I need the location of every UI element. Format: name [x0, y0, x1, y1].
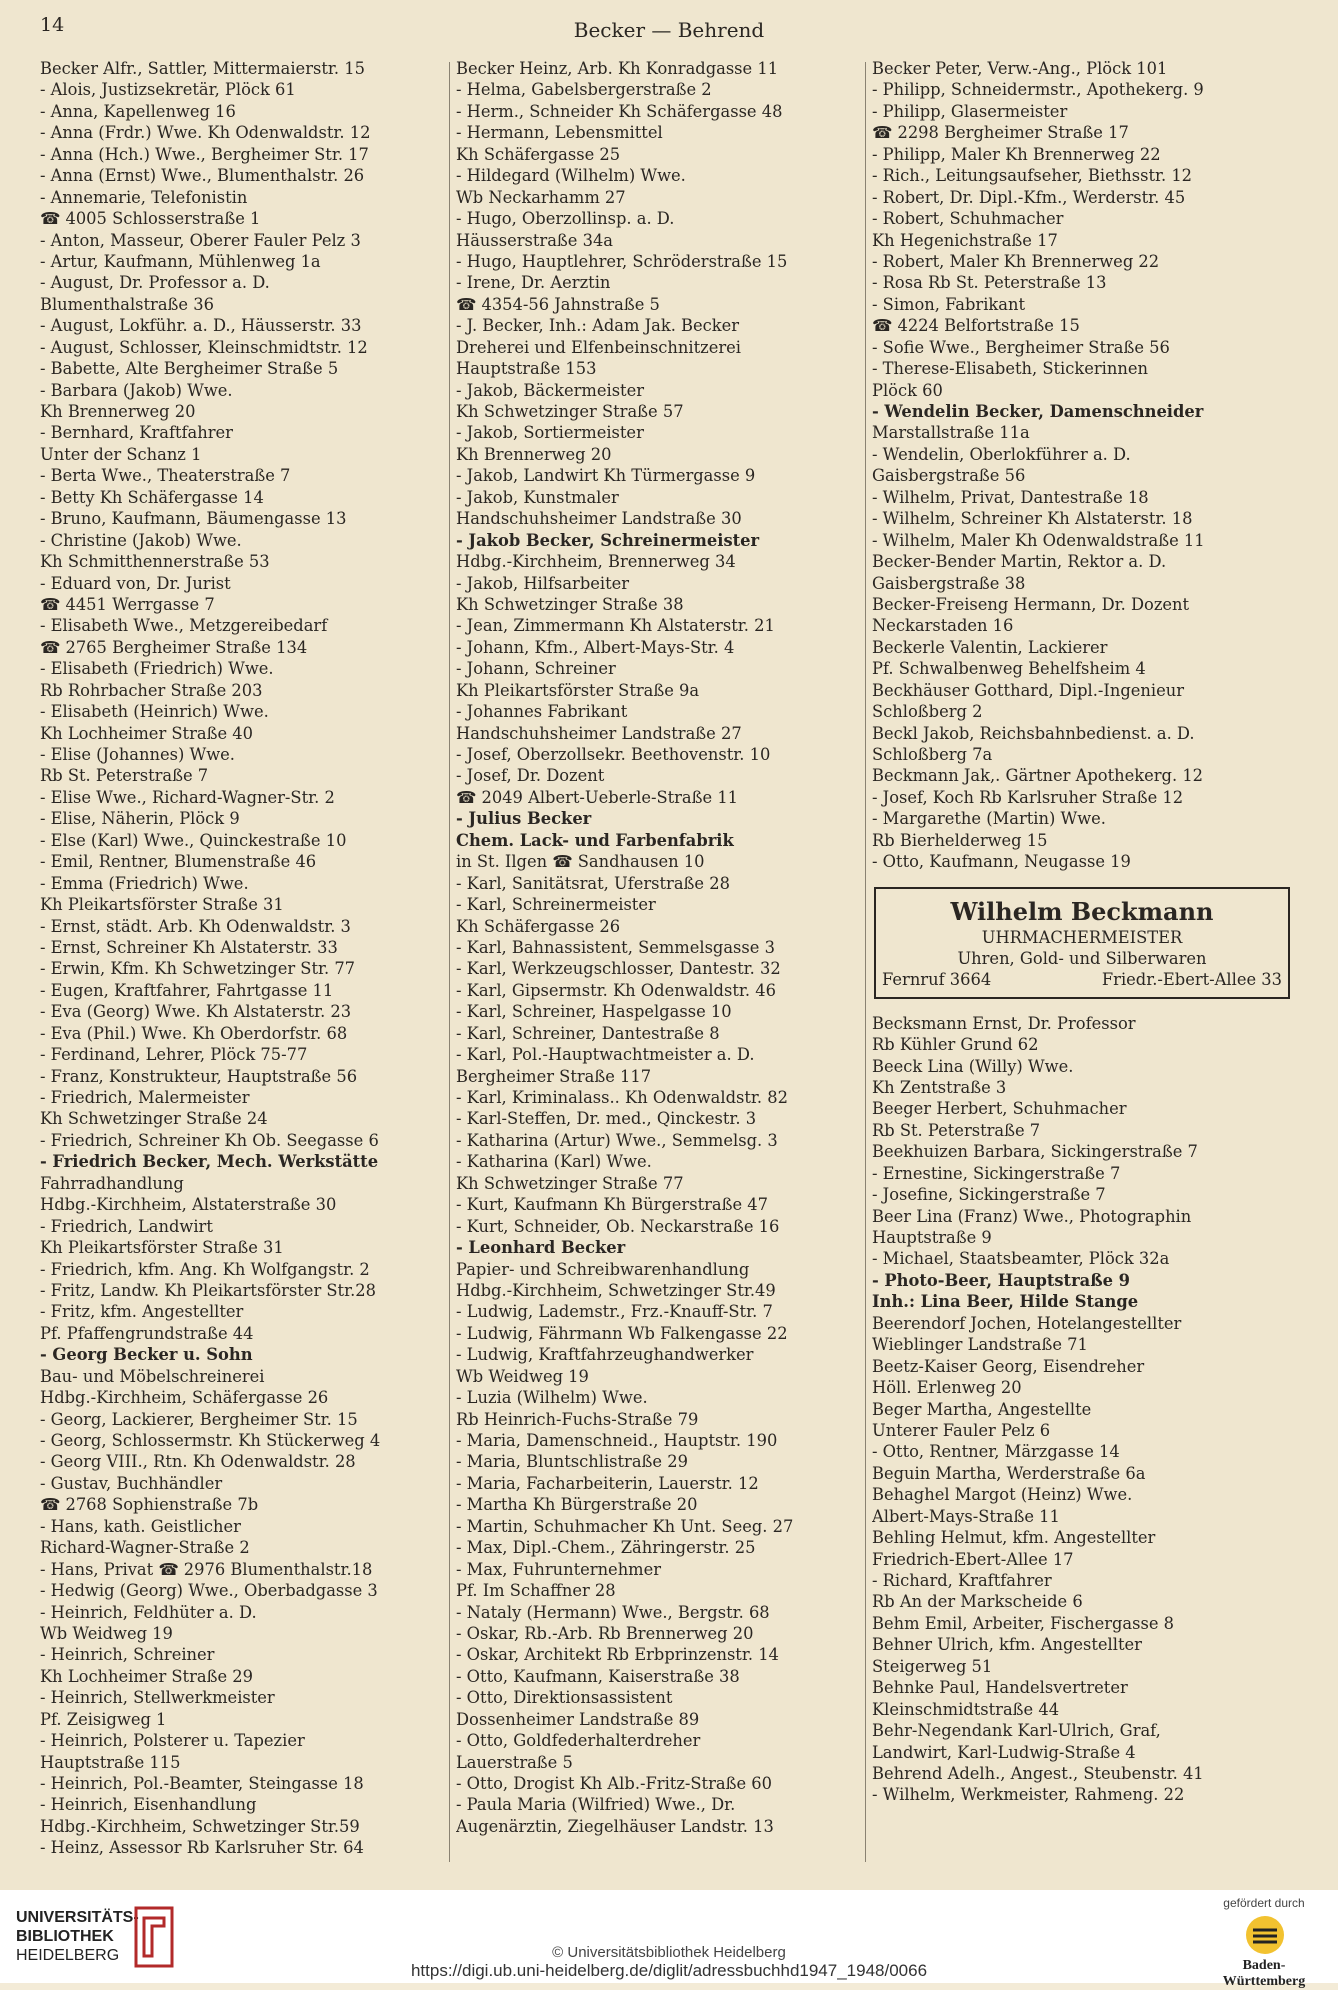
library-name-line: UNIVERSITÄTS- [16, 1909, 139, 1926]
directory-entry: - Anna (Hch.) Wwe., Bergheimer Str. 17 [40, 144, 369, 164]
directory-entry: Kh Zentstraße 3 [872, 1077, 1007, 1097]
directory-entry: - Julius Becker [456, 809, 592, 829]
directory-entry: Beger Martha, Angestellte [872, 1399, 1092, 1419]
directory-entry: Beckhäuser Gotthard, Dipl.-Ingenieur [872, 680, 1184, 700]
directory-entry: - Karl, Schreiner, Haspelgasse 10 [456, 1002, 732, 1022]
directory-entry: Dreherei und Elfenbeinschnitzerei [456, 337, 741, 357]
directory-entry: Wieblinger Landstraße 71 [872, 1335, 1088, 1355]
directory-entry: Schloßberg 7a [872, 745, 993, 764]
directory-entry: ☎ 2768 Sophienstraße 7b [40, 1495, 259, 1515]
directory-entry: - Jakob, Landwirt Kh Türmergasse 9 [456, 466, 756, 486]
sponsor-name: Baden-Württemberg [1222, 1958, 1306, 1989]
directory-entry: Papier- und Schreibwarenhandlung [456, 1259, 750, 1279]
directory-entry: Rb St. Peterstraße 7 [40, 766, 209, 786]
directory-entry: - Jakob, Bäckermeister [456, 380, 645, 400]
directory-entry: - Erwin, Kfm. Kh Schwetzinger Str. 77 [40, 959, 356, 979]
directory-entry: Pf. Schwalbenweg Behelfsheim 4 [872, 659, 1146, 679]
directory-entry: Wb Neckarhamm 27 [456, 187, 626, 207]
directory-entry: Wb Weidweg 19 [40, 1623, 173, 1643]
directory-entry: Unter der Schanz 1 [40, 444, 202, 464]
directory-entry: - Josef, Dr. Dozent [456, 766, 605, 786]
column-3 [872, 58, 1296, 1806]
directory-entry: - Maria, Bluntschlistraße 29 [456, 1452, 688, 1472]
directory-entry: - Ernst, Schreiner Kh Alstaterstr. 33 [40, 937, 338, 957]
directory-entry: Behr-Negendank Karl-Ulrich, Graf, [872, 1721, 1161, 1741]
directory-entry: Kh Pleikartsförster Straße 31 [40, 1238, 284, 1258]
directory-entry: - Heinrich, Polsterer u. Tapezier [40, 1731, 305, 1751]
directory-entry: Rb Kühler Grund 62 [872, 1035, 1039, 1055]
column-divider [449, 62, 450, 1862]
advertisement-name: Wilhelm Beckmann [950, 896, 1214, 926]
directory-entry: - Karl, Pol.-Hauptwachtmeister a. D. [456, 1045, 755, 1065]
directory-entry: - Karl, Bahnassistent, Semmelsgasse 3 [456, 937, 775, 957]
directory-entry: - Ernestine, Sickingerstraße 7 [872, 1163, 1121, 1183]
directory-entry: - Betty Kh Schäfergasse 14 [40, 487, 264, 507]
directory-entry: - Heinrich, Stellwerkmeister [40, 1688, 275, 1708]
directory-entry: Handschuhsheimer Landstraße 27 [456, 723, 742, 743]
directory-entry: - Margarethe (Martin) Wwe. [872, 809, 1106, 829]
copyright-text: © Universitätsbibliothek Heidelberg [552, 1944, 786, 1961]
directory-entry: Pf. Pfaffengrundstraße 44 [40, 1323, 254, 1343]
directory-entry: Kleinschmidtstraße 44 [872, 1699, 1060, 1719]
directory-entry: - Helma, Gabelsbergerstraße 2 [456, 80, 712, 100]
directory-entry: - Karl, Kriminalass.. Kh Odenwaldstr. 82 [456, 1088, 788, 1107]
directory-entry: Beeck Lina (Willy) Wwe. [872, 1056, 1074, 1076]
column-2 [456, 58, 862, 1837]
directory-entry: - Philipp, Glasermeister [872, 101, 1068, 121]
directory-entry: - Max, Dipl.-Chem., Zähringerstr. 25 [456, 1538, 756, 1558]
directory-entry: - Ludwig, Kraftfahrzeughandwerker [456, 1345, 754, 1365]
directory-entry: - Georg, Schlossermstr. Kh Stückerweg 4 [40, 1431, 381, 1450]
directory-entry: - Therese-Elisabeth, Stickerinnen [872, 359, 1148, 379]
directory-entry: Hdbg.-Kirchheim, Schäfergasse 26 [40, 1388, 329, 1408]
directory-entry: - Ludwig, Lademstr., Frz.-Knauff-Str. 7 [456, 1302, 773, 1322]
column-3-entries-top [872, 58, 1296, 873]
directory-entry: - Wilhelm, Privat, Dantestraße 18 [872, 487, 1149, 507]
directory-entry: - Jean, Zimmermann Kh Alstaterstr. 21 [456, 616, 775, 636]
directory-entry: - Johann, Kfm., Albert-Mays-Str. 4 [456, 637, 735, 657]
directory-entry: Steigerweg 51 [872, 1656, 993, 1676]
directory-entry: - Josef, Oberzollsekr. Beethovenstr. 10 [456, 745, 771, 764]
directory-entry: - Anna (Frdr.) Wwe. Kh Odenwaldstr. 12 [40, 123, 371, 143]
directory-entry: - Barbara (Jakob) Wwe. [40, 380, 233, 400]
directory-entry: - Christine (Jakob) Wwe. [40, 530, 242, 550]
directory-entry: - Elisabeth (Friedrich) Wwe. [40, 659, 274, 679]
directory-entry: Kh Schwetzinger Straße 57 [456, 402, 684, 421]
directory-entry: - Johannes Fabrikant [456, 702, 628, 722]
directory-entry: Becker Heinz, Arb. Kh Konradgasse 11 [456, 59, 779, 78]
directory-entry: - Photo-Beer, Hauptstraße 9 [872, 1270, 1130, 1290]
directory-entry: - Karl, Werkzeugschlosser, Dantestr. 32 [456, 959, 781, 979]
directory-entry: - Hedwig (Georg) Wwe., Oberbadgasse 3 [40, 1581, 378, 1601]
directory-entry: - Otto, Direktionsassistent [456, 1688, 673, 1708]
directory-entry: - Wendelin Becker, Damenschneider [872, 402, 1204, 421]
directory-entry: - Philipp, Schneidermstr., Apothekerg. 9 [872, 80, 1204, 100]
directory-entry: - Robert, Maler Kh Brennerweg 22 [872, 251, 1160, 271]
directory-entry: - Artur, Kaufmann, Mühlenweg 1a [40, 251, 321, 271]
directory-entry: - Eva (Georg) Wwe. Kh Alstaterstr. 23 [40, 1002, 352, 1022]
directory-entry: Kh Hegenichstraße 17 [872, 230, 1058, 250]
directory-entry: Beerendorf Jochen, Hotelangestellter [872, 1313, 1182, 1333]
directory-entry: Hdbg.-Kirchheim, Schwetzinger Str.49 [456, 1280, 776, 1300]
directory-entry: - Rich., Leitungsaufseher, Biethsstr. 12 [872, 166, 1193, 186]
directory-entry: - Ludwig, Fährmann Wb Falkengasse 22 [456, 1323, 788, 1343]
library-name-line: HEIDELBERG [16, 1947, 120, 1964]
directory-entry: - Katharina (Karl) Wwe. [456, 1152, 652, 1172]
directory-entry: Kh Pleikartsförster Straße 31 [40, 895, 284, 915]
directory-entry: Beeger Herbert, Schuhmacher [872, 1099, 1127, 1119]
directory-entry: Kh Brennerweg 20 [40, 402, 196, 421]
directory-entry: Marstallstraße 11a [872, 423, 1030, 443]
directory-entry: - Josefine, Sickingerstraße 7 [872, 1185, 1106, 1205]
directory-entry: - Berta Wwe., Theaterstraße 7 [40, 466, 291, 486]
directory-entry: - Karl, Schreinermeister [456, 895, 656, 915]
directory-entry: - Fritz, Landw. Kh Pleikartsförster Str.28 [40, 1280, 376, 1300]
directory-entry: - Karl, Sanitätsrat, Uferstraße 28 [456, 873, 730, 893]
directory-entry: - Heinrich, Eisenhandlung [40, 1795, 257, 1815]
directory-entry: Beetz-Kaiser Georg, Eisendreher [872, 1356, 1145, 1376]
directory-entry: - Hans, Privat ☎ 2976 Blumenthalstr.18 [40, 1559, 373, 1579]
directory-entry: Gaisbergstraße 38 [872, 573, 1026, 593]
directory-entry: - Heinz, Assessor Rb Karlsruher Str. 64 [40, 1838, 364, 1858]
directory-entry: ☎ 4224 Belfortstraße 15 [872, 316, 1080, 336]
directory-entry: Pf. Zeisigweg 1 [40, 1709, 167, 1729]
directory-entry: - Max, Fuhrunternehmer [456, 1559, 662, 1579]
directory-entry: - Ferdinand, Lehrer, Plöck 75-77 [40, 1045, 308, 1065]
directory-entry: - Anna, Kapellenweg 16 [40, 101, 236, 121]
directory-entry: Plöck 60 [872, 380, 943, 400]
directory-entry: in St. Ilgen ☎ Sandhausen 10 [456, 852, 705, 872]
directory-entry: - Elise (Johannes) Wwe. [40, 745, 235, 764]
directory-entry: - Otto, Kaufmann, Neugasse 19 [872, 852, 1131, 872]
directory-entry: - Maria, Damenschneid., Hauptstr. 190 [456, 1431, 778, 1450]
directory-entry: Neckarstaden 16 [872, 616, 1014, 636]
directory-entry: - Hans, kath. Geistlicher [40, 1516, 241, 1536]
directory-entry: - Kurt, Schneider, Ob. Neckarstraße 16 [456, 1216, 780, 1236]
directory-entry: - Katharina (Artur) Wwe., Semmelsg. 3 [456, 1130, 778, 1150]
directory-entry: Beckmann Jak,. Gärtner Apothekerg. 12 [872, 766, 1204, 786]
directory-entry: - Alois, Justizsekretär, Plöck 61 [40, 80, 296, 100]
directory-entry: - Eugen, Kraftfahrer, Fahrtgasse 11 [40, 980, 334, 1000]
directory-entry: Chem. Lack- und Farbenfabrik [456, 830, 734, 850]
directory-entry: Kh Schmitthennerstraße 53 [40, 552, 270, 572]
directory-entry: - Heinrich, Feldhüter a. D. [40, 1602, 257, 1622]
directory-entry: - Robert, Dr. Dipl.-Kfm., Werderstr. 45 [872, 187, 1186, 207]
directory-entry: Dossenheimer Landstraße 89 [456, 1709, 700, 1729]
directory-entry: - August, Lokführ. a. D., Häusserstr. 33 [40, 316, 362, 336]
directory-entry: Behaghel Margot (Heinz) Wwe. [872, 1485, 1133, 1505]
directory-entry: - Wilhelm, Werkmeister, Rahmeng. 22 [872, 1785, 1185, 1805]
directory-entry: Höll. Erlenweg 20 [872, 1378, 1022, 1398]
directory-entry: - Leonhard Becker [456, 1238, 626, 1258]
directory-entry: - Michael, Staatsbeamter, Plöck 32a [872, 1249, 1170, 1269]
directory-entry: - Georg Becker u. Sohn [40, 1345, 253, 1365]
directory-entry: Bau- und Möbelschreinerei [40, 1366, 265, 1386]
directory-entry: Behnke Paul, Handelsvertreter [872, 1678, 1128, 1698]
directory-entry: - Martin, Schuhmacher Kh Unt. Seeg. 27 [456, 1516, 794, 1536]
directory-entry: ☎ 4005 Schlosserstraße 1 [40, 209, 261, 229]
directory-entry: - Hugo, Oberzollinsp. a. D. [456, 209, 675, 229]
directory-entry: ☎ 2049 Albert-Ueberle-Straße 11 [456, 787, 739, 807]
directory-entry: Kh Schwetzinger Straße 24 [40, 1109, 268, 1129]
directory-entry: Augenärztin, Ziegelhäuser Landstr. 13 [456, 1816, 774, 1836]
directory-entry: - Fritz, kfm. Angestellter [40, 1302, 244, 1322]
directory-entry: - Bernhard, Kraftfahrer [40, 423, 233, 443]
directory-entry: Schloßberg 2 [872, 702, 983, 722]
directory-entry: Fahrradhandlung [40, 1173, 184, 1193]
page-number: 14 [40, 14, 65, 36]
directory-entry: - Friedrich, Malermeister [40, 1088, 250, 1107]
directory-entry: - Simon, Fabrikant [872, 294, 1026, 314]
directory-entry: Beer Lina (Franz) Wwe., Photographin [872, 1206, 1192, 1226]
directory-entry: - Eva (Phil.) Wwe. Kh Oberdorfstr. 68 [40, 1023, 348, 1043]
directory-entry: - Emma (Friedrich) Wwe. [40, 873, 249, 893]
directory-entry: - Hildegard (Wilhelm) Wwe. [456, 166, 686, 186]
directory-entry: Becker-Freiseng Hermann, Dr. Dozent [872, 594, 1190, 614]
directory-entry: Hdbg.-Kirchheim, Brennerweg 34 [456, 552, 736, 572]
directory-entry: Beckerle Valentin, Lackierer [872, 637, 1108, 657]
sponsor-label: gefördert durch [1223, 1896, 1305, 1910]
directory-entry: Kh Schwetzinger Straße 38 [456, 594, 684, 614]
directory-entry: - Friedrich Becker, Mech. Werkstätte [40, 1152, 379, 1172]
directory-entry: - Jakob, Sortiermeister [456, 423, 644, 443]
directory-entry: Kh Schäfergasse 25 [456, 144, 621, 164]
directory-entry: - Jakob, Hilfsarbeiter [456, 573, 630, 593]
sponsor-block [1204, 1896, 1324, 1990]
directory-entry: - Robert, Schuhmacher [872, 209, 1064, 229]
directory-entry: Becker-Bender Martin, Rektor a. D. [872, 552, 1167, 572]
directory-entry: Landwirt, Karl-Ludwig-Straße 4 [872, 1742, 1136, 1762]
directory-entry: Häusserstraße 34a [456, 230, 614, 250]
column-1 [40, 58, 440, 1859]
source-url-link[interactable]: https://digi.ub.uni-heidelberg.de/diglit/adressbuchhd1947_1948/0066 [410, 1961, 928, 1980]
directory-entry: - Elise Wwe., Richard-Wagner-Str. 2 [40, 787, 335, 807]
directory-entry: Hauptstraße 153 [456, 359, 597, 379]
directory-entry: - Herm., Schneider Kh Schäfergasse 48 [456, 101, 783, 121]
directory-entry: - Eduard von, Dr. Jurist [40, 573, 231, 593]
directory-entry: - Georg VIII., Rtn. Kh Odenwaldstr. 28 [40, 1452, 356, 1472]
directory-entry: ☎ 2765 Bergheimer Straße 134 [40, 637, 308, 657]
directory-entry: - Otto, Rentner, Märzgasse 14 [872, 1442, 1120, 1462]
directory-entry: - Anna (Ernst) Wwe., Blumenthalstr. 26 [40, 166, 365, 186]
column-divider [865, 62, 866, 1862]
directory-entry: - Maria, Facharbeiterin, Lauerstr. 12 [456, 1473, 759, 1493]
directory-entry: - Wilhelm, Schreiner Kh Alstaterstr. 18 [872, 509, 1193, 529]
directory-entry: - August, Schlosser, Kleinschmidtstr. 12 [40, 337, 368, 357]
directory-entry: Rb An der Markscheide 6 [872, 1592, 1083, 1612]
advertisement-address: Friedr.-Ebert-Allee 33 [1101, 969, 1282, 989]
directory-entry: Hauptstraße 9 [872, 1228, 992, 1247]
directory-entry: - Annemarie, Telefonistin [40, 187, 248, 207]
directory-entry: Kh Lochheimer Straße 29 [40, 1666, 253, 1686]
directory-entry: Bergheimer Straße 117 [456, 1066, 652, 1086]
column-3-entries-bottom [872, 1013, 1296, 1806]
directory-entry: - Kurt, Kaufmann Kh Bürgerstraße 47 [456, 1195, 769, 1215]
directory-entry: Becker Peter, Verw.-Ang., Plöck 101 [872, 59, 1168, 78]
directory-entry: - Georg, Lackierer, Bergheimer Str. 15 [40, 1409, 358, 1429]
directory-entry: Beekhuizen Barbara, Sickingerstraße 7 [872, 1142, 1198, 1162]
directory-entry: - Bruno, Kaufmann, Bäumengasse 13 [40, 509, 347, 529]
directory-entry: - Karl, Gipsermstr. Kh Odenwaldstr. 46 [456, 980, 776, 1000]
advertisement-phone: Fernruf 3664 [882, 969, 992, 989]
directory-entry: Wb Weidweg 19 [456, 1366, 589, 1386]
directory-entry: - Oskar, Architekt Rb Erbprinzenstr. 14 [456, 1645, 779, 1665]
directory-entry: Kh Schäfergasse 26 [456, 916, 621, 936]
directory-entry: Rb Heinrich-Fuchs-Straße 79 [456, 1409, 699, 1429]
directory-entry: - Richard, Kraftfahrer [872, 1571, 1052, 1590]
directory-entry: Inh.: Lina Beer, Hilde Stange [872, 1292, 1139, 1312]
directory-entry: Rb Bierhelderweg 15 [872, 830, 1048, 850]
state-crest-icon [1244, 1914, 1286, 1956]
directory-entry: Kh Pleikartsförster Straße 9a [456, 680, 700, 700]
directory-entry: - Ernst, städt. Arb. Kh Odenwaldstr. 3 [40, 916, 351, 936]
directory-entry: - Josef, Koch Rb Karlsruher Straße 12 [872, 787, 1184, 807]
directory-entry: - Emil, Rentner, Blumenstraße 46 [40, 852, 317, 872]
directory-entry: - Martha Kh Bürgerstraße 20 [456, 1495, 698, 1515]
directory-entry: Hdbg.-Kirchheim, Schwetzinger Str.59 [40, 1816, 360, 1836]
directory-entry: - Irene, Dr. Aerztin [456, 273, 611, 293]
directory-entry: - Sofie Wwe., Bergheimer Straße 56 [872, 337, 1170, 357]
directory-entry: - Elisabeth (Heinrich) Wwe. [40, 702, 269, 722]
directory-entry: Behner Ulrich, kfm. Angestellter [872, 1635, 1142, 1655]
directory-entry: - Friedrich, Landwirt [40, 1216, 213, 1236]
footer-bar [0, 1890, 1338, 1989]
directory-entry: Albert-Mays-Straße 11 [872, 1506, 1060, 1526]
directory-entry: - Heinrich, Schreiner [40, 1645, 215, 1665]
directory-entry: - Nataly (Hermann) Wwe., Bergstr. 68 [456, 1602, 770, 1622]
directory-entry: Richard-Wagner-Straße 2 [40, 1538, 250, 1558]
directory-entry: Unterer Fauler Pelz 6 [872, 1420, 1051, 1440]
directory-entry: Becksmann Ernst, Dr. Professor [872, 1013, 1136, 1033]
directory-entry: Rb St. Peterstraße 7 [872, 1120, 1041, 1140]
directory-entry: - Karl, Schreiner, Dantestraße 8 [456, 1023, 720, 1043]
directory-entry: Hauptstraße 115 [40, 1752, 181, 1772]
directory-entry: - Elise, Näherin, Plöck 9 [40, 809, 240, 829]
running-head: Becker — Behrend [573, 18, 765, 42]
directory-entry: Blumenthalstraße 36 [40, 294, 214, 314]
directory-entry: - Franz, Konstrukteur, Hauptstraße 56 [40, 1066, 358, 1086]
directory-entry: Hdbg.-Kirchheim, Alstaterstraße 30 [40, 1195, 337, 1215]
directory-entry: Kh Brennerweg 20 [456, 444, 612, 464]
directory-entry: - Friedrich, kfm. Ang. Kh Wolfgangstr. 2 [40, 1259, 370, 1279]
directory-entry: - Elisabeth Wwe., Metzgereibedarf [40, 616, 328, 636]
advertisement-goods: Uhren, Gold- und Silberwaren [957, 948, 1207, 968]
directory-entry: - J. Becker, Inh.: Adam Jak. Becker [456, 316, 740, 336]
library-name-line: BIBLIOTHEK [16, 1928, 114, 1945]
directory-entry: Friedrich-Ebert-Allee 17 [872, 1549, 1074, 1569]
directory-entry: - Jakob Becker, Schreinermeister [456, 530, 760, 550]
directory-entry: Becker Alfr., Sattler, Mittermaierstr. 15 [40, 59, 365, 78]
directory-entry: - Philipp, Maler Kh Brennerweg 22 [872, 144, 1161, 164]
advertisement-trade: UHRMACHERMEISTER [981, 927, 1183, 947]
directory-entry: - Wendelin, Oberlokführer a. D. [872, 444, 1131, 464]
directory-entry: - Otto, Goldfederhalterdreher [456, 1731, 701, 1751]
directory-entry: Behling Helmut, kfm. Angestellter [872, 1528, 1156, 1548]
directory-entry: - Babette, Alte Bergheimer Straße 5 [40, 359, 339, 379]
directory-entry: - Friedrich, Schreiner Kh Ob. Seegasse 6 [40, 1130, 379, 1150]
directory-entry: - Johann, Schreiner [456, 659, 616, 679]
directory-entry: - Wilhelm, Maler Kh Odenwaldstraße 11 [872, 530, 1205, 550]
directory-entry: Pf. Im Schaffner 28 [456, 1581, 616, 1601]
directory-entry: ☎ 2298 Bergheimer Straße 17 [872, 123, 1129, 143]
directory-entry: - Luzia (Wilhelm) Wwe. [456, 1388, 648, 1408]
directory-entry: - Jakob, Kunstmaler [456, 487, 619, 507]
directory-entry: - Otto, Kaufmann, Kaiserstraße 38 [456, 1666, 740, 1686]
advertisement-box [874, 887, 1290, 999]
directory-entry: Gaisbergstraße 56 [872, 466, 1026, 486]
directory-entry: Beckl Jakob, Reichsbahnbedienst. a. D. [872, 723, 1195, 743]
directory-entry: - Karl-Steffen, Dr. med., Qinckestr. 3 [456, 1109, 757, 1129]
directory-entry: Behrend Adelh., Angest., Steubenstr. 41 [872, 1763, 1204, 1783]
directory-entry: Kh Schwetzinger Straße 77 [456, 1173, 684, 1193]
directory-entry: Handschuhsheimer Landstraße 30 [456, 509, 742, 529]
directory-entry: - Hermann, Lebensmittel [456, 123, 663, 143]
directory-entry: - August, Dr. Professor a. D. [40, 273, 270, 293]
directory-entry: - Hugo, Hauptlehrer, Schröderstraße 15 [456, 251, 788, 271]
directory-entry: Behm Emil, Arbeiter, Fischergasse 8 [872, 1613, 1175, 1633]
directory-entry: - Else (Karl) Wwe., Quinckestraße 10 [40, 830, 347, 850]
directory-entry: - Gustav, Buchhändler [40, 1473, 223, 1493]
directory-entry: Beguin Martha, Werderstraße 6a [872, 1463, 1146, 1483]
directory-entry: ☎ 4354-56 Jahnstraße 5 [456, 294, 660, 314]
directory-entry: - Anton, Masseur, Oberer Fauler Pelz 3 [40, 230, 361, 250]
directory-entry: Kh Lochheimer Straße 40 [40, 723, 253, 743]
directory-entry: - Rosa Rb St. Peterstraße 13 [872, 273, 1107, 293]
directory-entry: - Heinrich, Pol.-Beamter, Steingasse 18 [40, 1774, 364, 1793]
directory-entry: Rb Rohrbacher Straße 203 [40, 680, 263, 700]
directory-entry: - Oskar, Rb.-Arb. Rb Brennerweg 20 [456, 1623, 754, 1643]
directory-entry: Lauerstraße 5 [456, 1752, 573, 1772]
directory-entry: - Paula Maria (Wilfried) Wwe., Dr. [456, 1795, 736, 1815]
directory-entry: - Otto, Drogist Kh Alb.-Fritz-Straße 60 [456, 1774, 772, 1793]
directory-entry: ☎ 4451 Werrgasse 7 [40, 594, 215, 614]
